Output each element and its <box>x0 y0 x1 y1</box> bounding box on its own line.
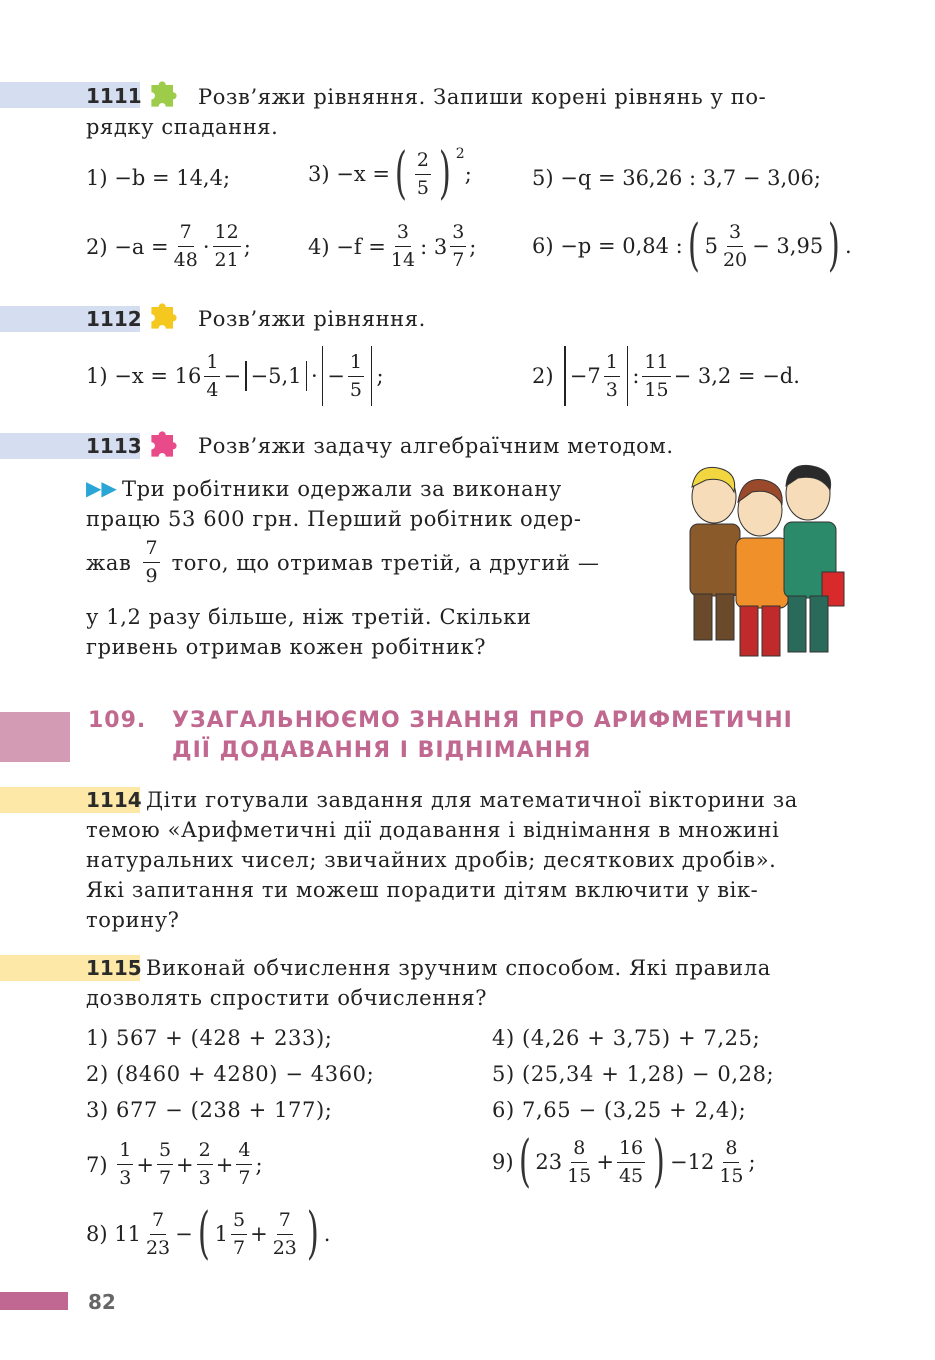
section-title-line: ДІЇ ДОДАВАННЯ І ВІДНІМАННЯ <box>172 738 592 763</box>
equation-1112-1: 1) −x = 16 $\frac{1}{4}$ − −5,1 · − $\frac{1}{5}$ ; <box>86 346 384 406</box>
fraction: $\frac{8}{15}$ <box>567 1136 592 1187</box>
exercise-number: 1113 <box>86 434 142 458</box>
task-text: Розв’яжи задачу алгебраїчним методом. <box>198 434 674 458</box>
fraction: $\frac{16}{45}$ <box>618 1136 644 1187</box>
pink-puzzle-icon <box>146 426 182 462</box>
equation-2: 2) −a = $\frac{7}{48}$ · $\frac{12}{21}$ ; <box>86 221 251 271</box>
page-number: 82 <box>88 1290 116 1314</box>
problem-line: у 1,2 разу більше, ніж третій. Скільки <box>86 605 532 629</box>
task-text: Діти готували завдання для математичної вікторини за <box>146 788 798 812</box>
fraction: $\frac{12}{21}$ <box>214 221 239 271</box>
task-text: торину? <box>86 908 180 932</box>
fraction: $\frac{5}{7}$ <box>158 1139 172 1189</box>
expression-5: 5) (25,34 + 1,28) − 0,28; <box>492 1062 775 1086</box>
expression-6: 6) 7,65 − (3,25 + 2,4); <box>492 1098 747 1122</box>
problem-line: гривень отримав кожен робітник? <box>86 635 487 659</box>
section-marker <box>0 712 70 762</box>
fraction: $\frac{7}{23}$ <box>272 1208 297 1259</box>
fraction: $\frac{1}{3}$ <box>605 350 618 401</box>
fraction: $\frac{7}{48}$ <box>173 221 198 271</box>
yellow-puzzle-icon <box>146 298 182 334</box>
equation-1: 1) −b = 14,4; <box>86 166 231 190</box>
task-text: Які запитання ти можеш порадити дітям включити у вік- <box>86 878 759 902</box>
equation-5: 5) −q = 36,26 : 3,7 − 3,06; <box>532 166 821 190</box>
equation-6: 6) −p = 0,84 : ( 5 $\frac{3}{20}$ − 3,95 ) . <box>532 213 852 278</box>
exponent: 2 <box>455 146 465 162</box>
equation-label: 3) −x = <box>308 162 390 186</box>
task-text: натуральних чисел; звичайних дробів; десяткових дробів». <box>86 848 777 872</box>
exercise-number: 1114 <box>86 788 142 812</box>
fraction: $\frac{2}{3}$ <box>198 1139 211 1189</box>
fraction: $\frac{1}{3}$ <box>119 1139 132 1189</box>
equation-1112-2: 2) −7 $\frac{1}{3}$ : $\frac{11}{15}$ − 3,2 = −d. <box>532 346 800 406</box>
task-text: Розв’яжи рівняння. Запиши корені рівнянь у по- <box>198 85 767 109</box>
expression-2: 2) (8460 + 4280) − 4360; <box>86 1062 375 1086</box>
fraction: $\frac{1}{4}$ <box>206 350 219 401</box>
exercise-number: 1111 <box>86 84 142 108</box>
exercise-number: 1112 <box>86 307 142 331</box>
task-text: рядку спадання. <box>86 115 279 139</box>
fraction: $\frac{5}{7}$ <box>232 1208 246 1259</box>
fraction: $\frac{4}{7}$ <box>238 1139 251 1189</box>
exercise-number: 1115 <box>86 956 142 980</box>
section-title-line: УЗАГАЛЬНЮЄМО ЗНАННЯ ПРО АРИФМЕТИЧНІ <box>172 708 793 733</box>
task-text: Розв’яжи рівняння. <box>198 307 426 331</box>
fraction: $\frac{1}{5}$ <box>349 350 362 401</box>
green-puzzle-icon <box>146 76 182 112</box>
expression-7: 7) $\frac{1}{3}$ + $\frac{5}{7}$ + $\frac{2}{3}$ + $\frac{4}{7}$ ; <box>86 1139 263 1189</box>
fraction: $\frac{8}{15}$ <box>719 1136 744 1187</box>
fraction: $\frac{3}{20}$ <box>722 220 748 271</box>
expression-3: 3) 677 − (238 + 177); <box>86 1098 333 1122</box>
problem-line: працю 53 600 грн. Перший робітник одер- <box>86 507 582 531</box>
page-number-bar <box>0 1292 68 1310</box>
problem-line: Три робітники одержали за виконану <box>122 477 562 501</box>
double-arrow-icon: ▶▶ <box>86 476 117 500</box>
problem-line: жав $\frac{7}{9}$ того, що отримав третій, а другий — <box>86 537 600 587</box>
three-workers-illustration <box>676 462 856 667</box>
fraction: $\frac{11}{15}$ <box>644 350 669 401</box>
expression-8: 8) 11 $\frac{7}{23}$ − ( 1 $\frac{5}{7}$ + $\frac{7}{23}$ ) . <box>86 1201 331 1266</box>
expression-4: 4) (4,26 + 3,75) + 7,25; <box>492 1026 761 1050</box>
task-text: темою «Арифметичні дії додавання і віднімання в множині <box>86 818 780 842</box>
section-number: 109. <box>88 708 147 733</box>
expression-1: 1) 567 + (428 + 233); <box>86 1026 333 1050</box>
equation-3: 3) −x = ( $\frac{2}{5}$ ) $^2$ ; <box>308 141 472 206</box>
task-text: Виконай обчислення зручним способом. Які правила <box>146 956 771 980</box>
expression-9: 9) ( 23 $\frac{8}{15}$ + $\frac{16}{45}$ ) − 12 $\frac{8}{15}$ ; <box>492 1129 756 1194</box>
equation-4: 4) −f = $\frac{3}{14}$ : 3 $\frac{3}{7}$ ; <box>308 221 477 271</box>
fraction: $\frac{2}{5}$ <box>416 148 429 199</box>
fraction: $\frac{3}{14}$ <box>390 221 416 271</box>
fraction: $\frac{3}{7}$ <box>452 221 465 271</box>
task-text: дозволять спростити обчислення? <box>86 986 488 1010</box>
fraction: $\frac{7}{23}$ <box>145 1208 171 1259</box>
fraction: $\frac{7}{9}$ <box>145 537 158 587</box>
